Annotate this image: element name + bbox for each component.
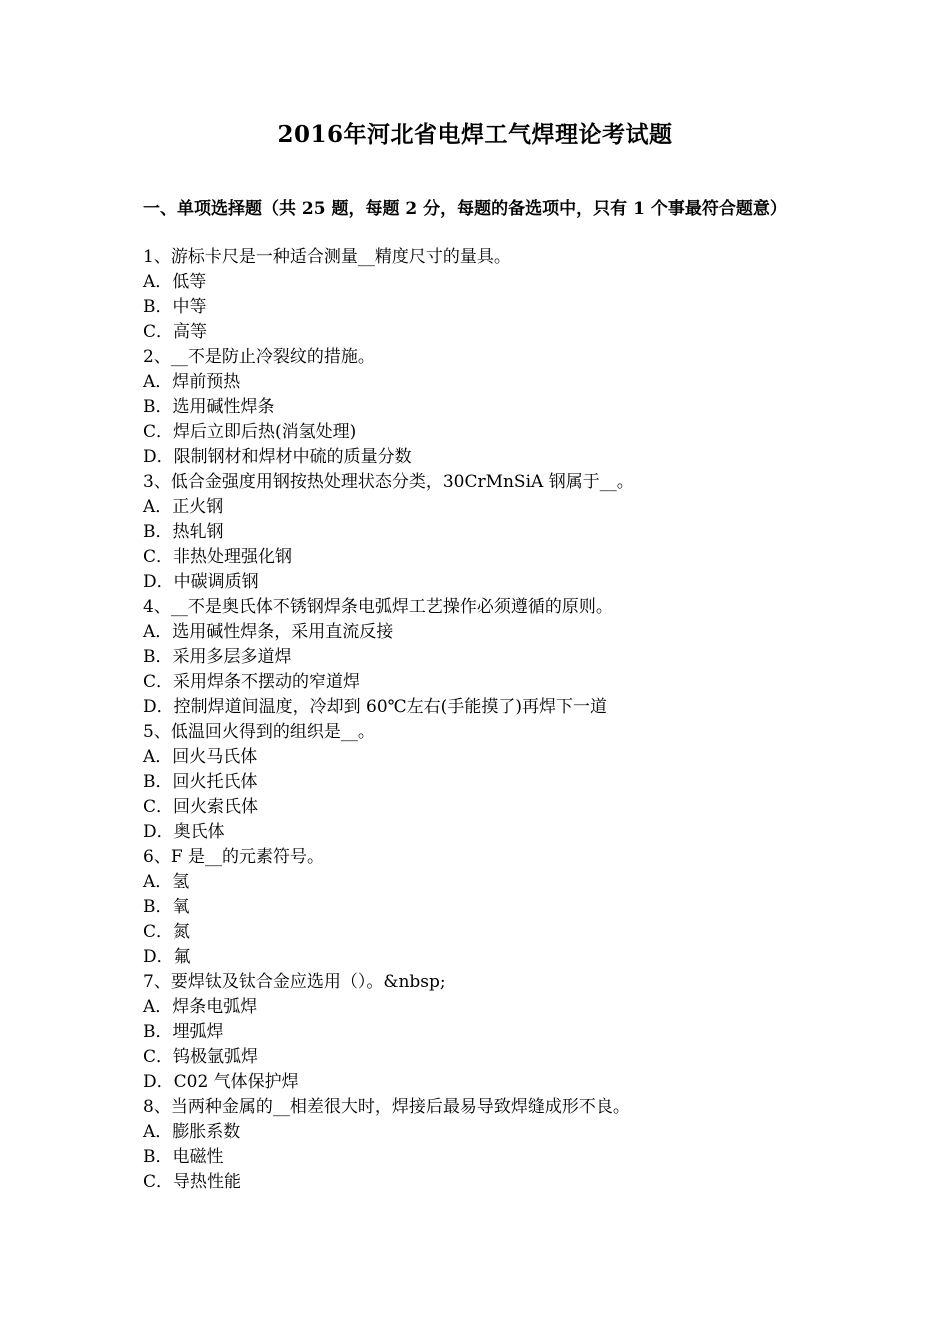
question-2-option-b: B．选用碱性焊条 (143, 397, 275, 417)
question-5-option-b: B．回火托氏体 (143, 772, 258, 792)
question-7-option-c: C．钨极氩弧焊 (143, 1047, 259, 1067)
question-5-option-c: C．回火索氏体 (143, 797, 259, 817)
question-6-option-a: A．氢 (143, 872, 190, 892)
question-2-option-c: C．焊后立即后热(消氢处理) (143, 422, 357, 442)
question-4-option-a: A．选用碱性焊条，采用直流反接 (143, 622, 394, 642)
question-6-option-c: C．氮 (143, 922, 191, 942)
question-7-option-a: A．焊条电弧焊 (143, 997, 258, 1017)
section-heading: 一、单项选择题（共 25 题，每题 2 分，每题的备选项中，只有 1 个事最符合题意） (143, 199, 787, 219)
question-4-option-d: D．控制焊道间温度，冷却到 60℃左右(手能摸了)再焊下一道 (143, 697, 607, 717)
question-3-stem: 3、低合金强度用钢按热处理状态分类，30CrMnSiA 钢属于__。 (143, 472, 634, 492)
question-2-option-a: A．焊前预热 (143, 372, 241, 392)
question-7-option-d: D．C02 气体保护焊 (143, 1072, 299, 1092)
question-6-stem: 6、F 是__的元素符号。 (143, 847, 325, 867)
question-1-option-b: B．中等 (143, 297, 207, 317)
question-7-stem: 7、要焊钛及钛合金应选用（）。&nbsp; (143, 972, 446, 992)
question-1-stem: 1、游标卡尺是一种适合测量__精度尺寸的量具。 (143, 247, 511, 267)
question-4-option-b: B．采用多层多道焊 (143, 647, 292, 667)
question-4-stem: 4、__不是奥氏体不锈钢焊条电弧焊工艺操作必须遵循的原则。 (143, 597, 613, 617)
question-8-option-a: A．膨胀系数 (143, 1122, 241, 1142)
question-3-option-c: C．非热处理强化钢 (143, 547, 293, 567)
question-2-option-d: D．限制钢材和焊材中硫的质量分数 (143, 447, 412, 467)
question-4-option-c: C．采用焊条不摆动的窄道焊 (143, 672, 361, 692)
question-8-option-b: B．电磁性 (143, 1147, 224, 1167)
question-5-option-d: D．奥氏体 (143, 822, 225, 842)
question-1-option-a: A．低等 (143, 272, 207, 292)
question-1-option-c: C．高等 (143, 322, 208, 342)
question-6-option-d: D．氟 (143, 947, 191, 967)
question-3-option-d: D．中碳调质钢 (143, 572, 259, 592)
question-3-option-b: B．热轧钢 (143, 522, 224, 542)
question-6-option-b: B．氧 (143, 897, 190, 917)
question-7-option-b: B．埋弧焊 (143, 1022, 224, 1042)
question-8-stem: 8、当两种金属的__相差很大时，焊接后最易导致焊缝成形不良。 (143, 1097, 630, 1117)
question-5-option-a: A．回火马氏体 (143, 747, 258, 767)
page-title: 2016年河北省电焊工气焊理论考试题 (277, 121, 673, 148)
question-8-option-c: C．导热性能 (143, 1172, 242, 1192)
question-5-stem: 5、低温回火得到的组织是__。 (143, 722, 375, 742)
question-2-stem: 2、__不是防止冷裂纹的措施。 (143, 347, 375, 367)
question-list (143, 245, 815, 1195)
question-3-option-a: A．正火钢 (143, 497, 224, 517)
